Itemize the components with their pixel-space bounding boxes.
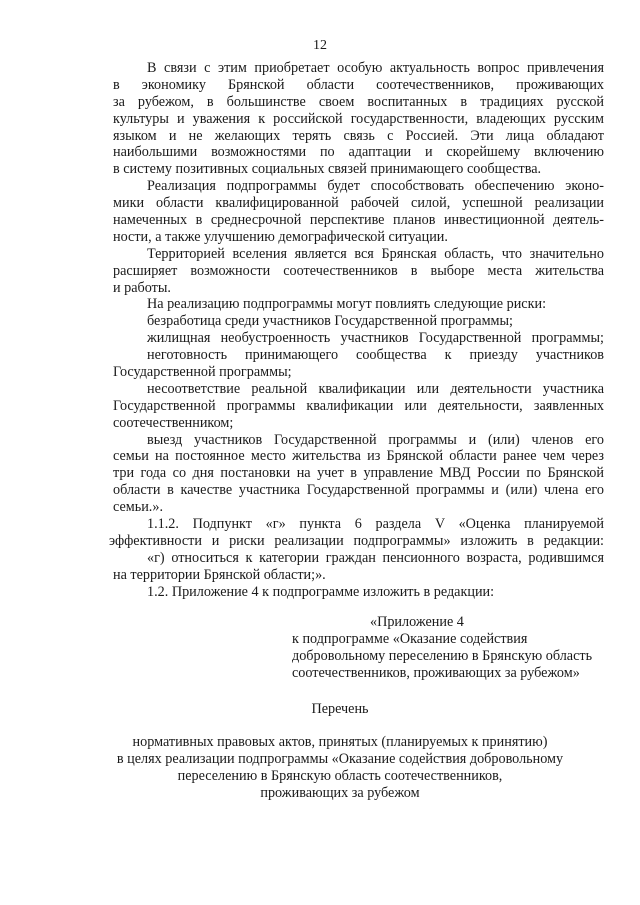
appendix-line: «Приложение 4	[370, 614, 464, 630]
appendix-line: соотечественников, проживающих за рубежом»	[292, 664, 580, 681]
paragraph-line: выезд участников Государственной программы и (или) членов его	[147, 431, 604, 448]
paragraph-line: языком и не желающих терять связь с Россией. Эти лица обладают	[113, 127, 604, 144]
list-title-line: нормативных правовых актов, принятых (планируемых к принятию)	[132, 733, 548, 750]
paragraph-line: три года со дня постановки на учет в управление МВД России по Брянской	[113, 465, 604, 482]
paragraph-line: Территорией вселения является вся Брянская область, что значительно	[147, 245, 604, 262]
paragraph-line: 1.2. Приложение 4 к подпрограмме изложить в редакции:	[147, 583, 495, 600]
paragraph-line: мики области квалифицированной рабочей силой, успешной реализации	[113, 195, 604, 212]
paragraph-line: ности, а также улучшению демографической ситуации.	[113, 228, 448, 245]
paragraph-line: соотечественником;	[113, 414, 234, 431]
paragraph-line: неготовность принимающего сообщества к приезду участников	[147, 347, 604, 364]
paragraph-line: в систему позитивных социальных связей принимающего сообщества.	[113, 161, 542, 178]
paragraph-line: семьи.».	[113, 499, 163, 516]
paragraph-line: Государственной программы квалификации или деятельности, заявленных	[113, 397, 604, 414]
paragraph-line: и работы.	[113, 279, 171, 296]
body-text	[109, 60, 604, 601]
list-title-line: проживающих за рубежом	[260, 784, 420, 801]
paragraph-line: на территории Брянской области;».	[113, 566, 326, 583]
paragraph-line: наибольшими возможностями по адаптации и скорейшему включению	[113, 144, 604, 161]
paragraph-line: В связи с этим приобретает особую актуальность вопрос привлечения	[147, 60, 604, 76]
paragraph-line: «г) относиться к категории граждан пенсионного возраста, родившимся	[147, 549, 604, 566]
paragraph-line: семьи на постоянное место жительства из Брянской области ранее чем через	[113, 448, 604, 465]
list-title-heading: Перечень	[311, 701, 369, 717]
list-title	[100, 701, 580, 801]
paragraph-line: жилищная необустроенность участников Государственной программы;	[147, 330, 604, 347]
paragraph-line: Государственной программы;	[113, 364, 292, 381]
paragraph-line: несоответствие реальной квалификации или деятельности участника	[147, 380, 604, 397]
list-title-line: в целях реализации подпрограммы «Оказание содействия добровольному	[116, 750, 564, 767]
paragraph-line: культуры и уважения к российской государственности, владеющих русским	[113, 110, 604, 127]
paragraph-line: намеченных в среднесрочной перспективе планов инвестиционной деятель-	[113, 212, 604, 229]
paragraph-line: Реализация подпрограммы будет способствовать обеспечению эконо-	[147, 178, 604, 195]
paragraph-line: безработица среди участников Государственной программы;	[147, 313, 513, 330]
page-number: 12	[313, 38, 327, 53]
paragraph-line: эффективности и риски реализации подпрограммы» изложить в редакции:	[109, 532, 604, 549]
paragraph-line: расширяет возможности соотечественников в выборе места жительства	[113, 262, 604, 279]
paragraph-line: области в качестве участника Государственной программы и (или) члена его	[113, 482, 604, 499]
list-title-line: переселению в Брянскую область соотечественников,	[177, 767, 503, 784]
paragraph-line: На реализацию подпрограммы могут повлиять следующие риски:	[147, 296, 547, 313]
paragraph-line: за рубежом, в большинстве своем воспитанных в традициях русской	[113, 93, 604, 110]
appendix-line: к подпрограмме «Оказание содействия	[292, 630, 528, 647]
appendix-heading	[292, 614, 612, 682]
paragraph-line: в экономику Брянской области соотечественников, проживающих	[113, 76, 604, 93]
appendix-line: добровольному переселению в Брянскую область	[292, 647, 593, 664]
paragraph-line: 1.1.2. Подпункт «г» пункта 6 раздела V «Оценка планируемой	[147, 516, 604, 533]
